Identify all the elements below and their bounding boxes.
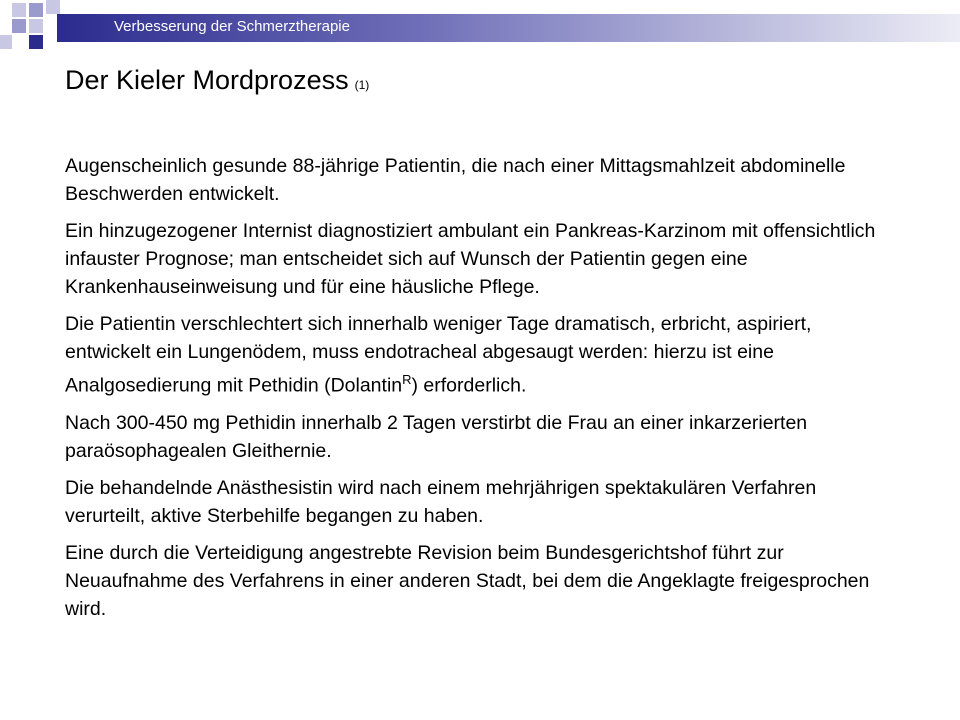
- decor-square: [0, 35, 12, 49]
- slide-title: [65, 62, 369, 103]
- slide-body: [65, 152, 883, 632]
- decor-square: [29, 3, 43, 17]
- paragraph-text-after: ) erforderlich.: [411, 374, 527, 397]
- body-paragraph: Augenscheinlich gesunde 88-jährige Patientin, die nach einer Mittagsmahlzeit abdominelle Beschwerden entwickelt.: [65, 155, 846, 205]
- decor-square: [12, 19, 26, 33]
- slide-title-number: (1): [354, 78, 370, 92]
- decor-square: [29, 35, 43, 49]
- decor-square: [46, 0, 60, 14]
- paragraph-text-before: Die Patientin verschlechtert sich innerhalb weniger Tage dramatisch, erbricht, aspiriert, entwickelt ein Lungenödem, muss endotracheal abgesaugt werden: hierzu ist eine Analgosedierung mit Pethidin (Dolantin: [65, 313, 812, 397]
- body-paragraph: Die behandelnde Anästhesistin wird nach einem mehrjährigen spektakulären Verfahren verurteilt, aktive Sterbehilfe begangen zu haben.: [65, 476, 817, 527]
- header-text: Verbesserung der Schmerztherapie: [114, 18, 350, 35]
- slide-title-text: Der Kieler Mordprozess: [65, 65, 349, 95]
- body-paragraph: Eine durch die Verteidigung angestrebte Revision beim Bundesgerichtshof führt zur Neuaufnahme des Verfahrens in einer anderen Stadt, bei dem die Angeklagte freigesprochen wird.: [65, 541, 870, 620]
- body-paragraph: Ein hinzugezogener Internist diagnostiziert ambulant ein Pankreas-Karzinom mit offensichtlich infauster Prognose; man entscheidet sich auf Wunsch der Patientin gegen eine Krankenhauseinweisung und für eine häusliche Pflege.: [65, 220, 876, 298]
- body-paragraph: Nach 300-450 mg Pethidin innerhalb 2 Tagen verstirbt die Frau an einer inkarzerierten paraösophagealen Gleithernie.: [65, 411, 808, 462]
- decor-square: [29, 19, 43, 33]
- decor-square: [12, 3, 26, 17]
- body-paragraph: [65, 310, 883, 400]
- registered-superscript: R: [402, 372, 412, 387]
